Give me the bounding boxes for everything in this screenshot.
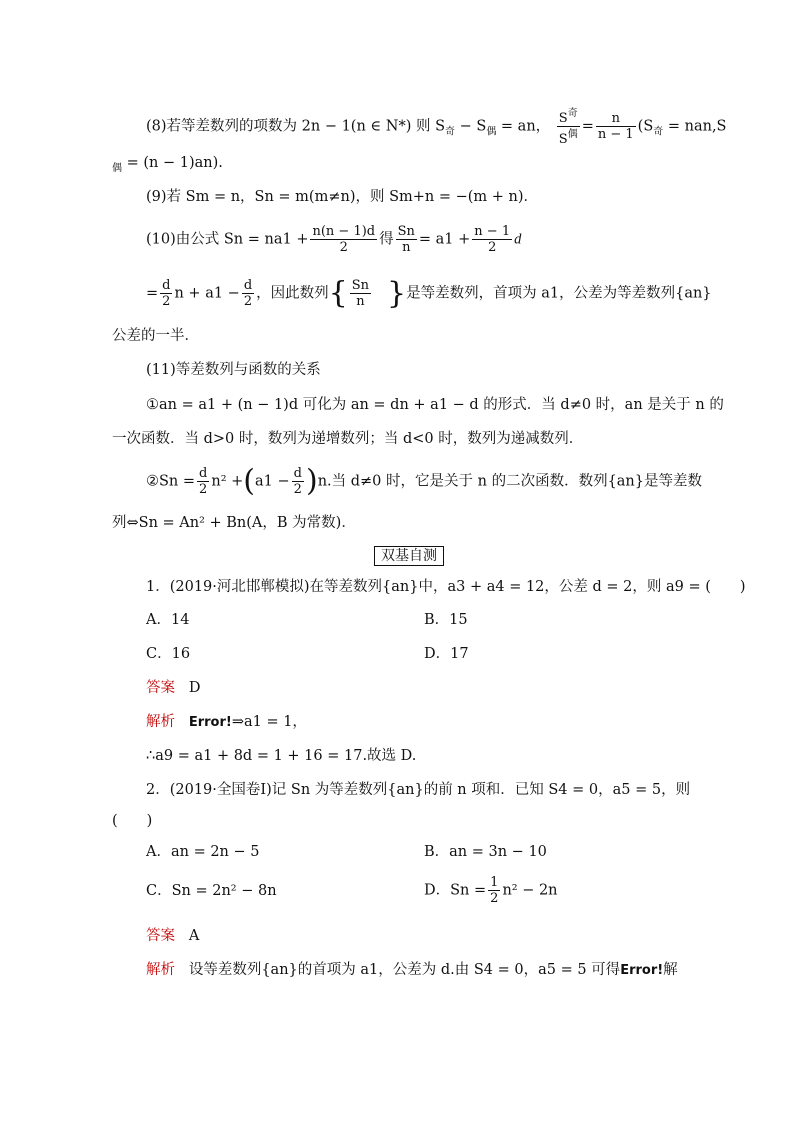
p11-c2-tail: n.当 d≠0 时，它是关于 n 的二次函数．数列{an}是等差数 <box>317 473 702 490</box>
p9: (9)若 Sm = n，Sn = m(m≠n)，则 Sm+n = −(m + n)． <box>146 189 539 205</box>
q1-answer-value: D <box>188 680 201 696</box>
p10-line1 <box>146 224 521 255</box>
p8-frac-s: $\frac{S^奇}{S^偶}$ <box>558 108 578 147</box>
p8-sub-ou: 偶 <box>486 126 497 138</box>
q1-option-d: D．17 <box>424 646 469 662</box>
q1-option-c: C．16 <box>146 646 191 662</box>
q2-error: Error! <box>620 963 664 978</box>
p8-frac-n: $\frac{n}{n - 1}$ <box>597 111 634 142</box>
p10-frac1: $\frac{n(n - 1)d}{2}$ <box>312 224 376 255</box>
q2-option-d <box>424 875 558 906</box>
p10-line3: 公差的一半． <box>112 328 199 344</box>
p8-tail2: = nan,S <box>663 118 727 135</box>
q2-analysis1 <box>146 960 678 981</box>
p10-l2-frac3: $\frac{Sn}{n}$ <box>351 278 370 309</box>
p10-brace-open: { <box>328 275 348 311</box>
p8-eq: = an， <box>496 118 551 135</box>
q2-option-a: A．an = 2n − 5 <box>146 844 260 860</box>
p8-sub-qi2: 奇 <box>653 126 664 138</box>
p10-prefix: (10)由公式 Sn = na1 + <box>146 231 309 248</box>
p8-line2 <box>112 153 223 179</box>
p10-l2-frac2: $\frac{d}{2}$ <box>243 278 253 309</box>
p8-sub-qi: 奇 <box>445 126 455 138</box>
q2-option-b: B．an = 3n − 10 <box>424 844 547 860</box>
p11-paren-open: ( <box>243 463 255 499</box>
q2-analysis-label: 解析 <box>146 962 175 978</box>
p8-prefix: (8)若等差数列的项数为 2n − 1(n ∈ N*) 则 S <box>146 118 445 135</box>
p10-l2-c: ，因此数列 <box>256 285 329 302</box>
q1-analysis1-rest: ⇒a1 = 1， <box>231 714 307 730</box>
q2-d-frac: $\frac{1}{2}$ <box>490 875 499 906</box>
q1-answer-label: 答案 <box>146 680 175 696</box>
p10-brace-close: } <box>387 275 407 311</box>
p10-mid: 得 <box>379 231 394 248</box>
p10-frac3: $\frac{n - 1}{2}$ <box>474 224 511 255</box>
p11-c2-prefix: ②Sn = <box>146 473 196 490</box>
p10-l2-d: 是等差数列，首项为 a1，公差为等差数列{an} <box>406 285 712 302</box>
q2-d-prefix: D．Sn = <box>424 882 487 899</box>
p8-line1: (8)若等差数列的项数为 2n − 1(n ∈ N*) 则 $S_奇 - S_偶$ = an， $\frac{S^奇}{S^偶}$ = $\frac{n}{n - 1}$ ($S_奇 = nan,S$ <box>146 108 727 147</box>
p10-l2-b: n + a1 − <box>174 285 240 302</box>
p10-line2 <box>146 275 712 311</box>
q1-analysis-label: 解析 <box>146 714 175 730</box>
p8-line2-text: = (n − 1)an). <box>122 155 223 171</box>
q2-stem: 2．(2019·全国卷Ⅰ)记 Sn 为等差数列{an}的前 n 项和．已知 S4 = 0，a5 = 5，则 <box>146 782 691 798</box>
p11-c2-mid: n² + <box>211 473 244 490</box>
p11-paren-close: ) <box>305 463 318 499</box>
q1-stem: 1．(2019·河北邯郸模拟)在等差数列{an}中，a3 + a4 = 12，公差 d = 2，则 a9 = ( ) <box>146 579 746 595</box>
p11-c2-frac2: $\frac{d}{2}$ <box>293 466 302 497</box>
q1-answer <box>146 678 200 698</box>
q2-option-c: C．Sn = 2n² − 8n <box>146 883 277 899</box>
q1-option-b: B．15 <box>424 612 468 628</box>
q2-stem2: ( ) <box>112 813 153 829</box>
p10-l2-frac: $\frac{d}{2}$ <box>162 278 171 309</box>
q2-answer-label: 答案 <box>146 928 175 944</box>
q2-answer-value: A <box>188 928 200 944</box>
q1-error: Error! <box>188 715 232 730</box>
p11-c2-line2: 列⇔Sn = An² + Bn(A，B 为常数)． <box>112 515 356 531</box>
q2-analysis1-end: 解 <box>663 962 678 978</box>
q1-option-a: A．14 <box>146 612 190 628</box>
p10-l2-a: = <box>146 285 159 302</box>
q2-d-tail: n² − 2n <box>502 882 558 899</box>
p8-sub-ou2: 偶 <box>112 163 122 174</box>
p11-c1-line2: 一次函数．当 d>0 时，数列为递增数列；当 d<0 时，数列为递减数列． <box>112 431 584 447</box>
q1-analysis2: ∴a9 = a1 + 8d = 1 + 16 = 17.故选 D. <box>146 748 417 764</box>
p11-c1-line1: ①an = a1 + (n − 1)d 可化为 an = dn + a1 − d 的形式．当 d≠0 时，an 是关于 n 的 <box>146 397 724 413</box>
p11-c2-frac1: $\frac{d}{2}$ <box>199 466 208 497</box>
p11-c2-line1 <box>146 463 702 499</box>
p10-frac2: $\frac{Sn}{n}$ <box>397 224 415 255</box>
p8-tail: (S <box>637 118 654 135</box>
p10-eq: = a1 + <box>418 231 471 248</box>
q2-analysis1-text: 设等差数列{an}的首项为 a1，公差为 d.由 S4 = 0，a5 = 5 可得 <box>188 962 621 978</box>
p11-c2-paren: a1 − <box>255 473 290 490</box>
p10-d: d <box>514 231 522 248</box>
q1-analysis1 <box>146 712 307 733</box>
section-label: 双基自测 <box>374 546 444 566</box>
p11-title: (11)等差数列与函数的关系 <box>146 362 321 378</box>
q2-answer <box>146 926 199 946</box>
